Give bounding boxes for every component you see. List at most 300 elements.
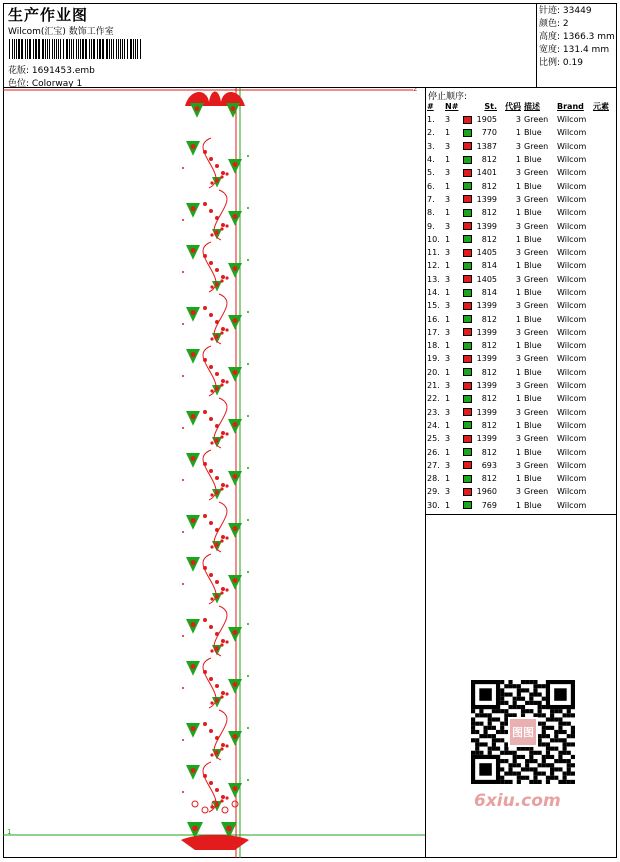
color-swatch [463, 182, 472, 190]
row-needle: 3 [445, 327, 451, 337]
row-desc: Green [524, 274, 549, 284]
row-num: 23. [427, 407, 440, 417]
marker-bottom: 1 [7, 828, 12, 836]
color-swatch [463, 195, 472, 203]
row-desc: Green [524, 434, 549, 444]
row-num: 11. [427, 248, 440, 258]
row-swatch [463, 499, 475, 512]
row-swatch [463, 153, 475, 166]
row-brand: Wilcom [557, 208, 587, 218]
stat-stitches: 针迹: 33449 [539, 6, 592, 16]
row-num: 30. [427, 500, 440, 510]
row-desc: Blue [524, 261, 542, 271]
table-row [426, 366, 617, 379]
row-brand: Wilcom [557, 301, 587, 311]
table-row [426, 432, 617, 445]
row-element [593, 153, 617, 166]
row-needle: 3 [445, 141, 451, 151]
col-element: 元素 [593, 102, 609, 111]
row-element [593, 485, 617, 498]
color-swatch [463, 142, 472, 150]
row-element [593, 193, 617, 206]
row-swatch [463, 166, 475, 179]
table-row [426, 273, 617, 286]
row-swatch [463, 339, 475, 352]
row-brand: Wilcom [557, 168, 587, 178]
row-needle: 3 [445, 301, 451, 311]
row-stitches: 1905 [476, 115, 497, 125]
row-num: 15. [427, 301, 440, 311]
row-element [593, 352, 617, 365]
row-num: 19. [427, 354, 440, 364]
col-swatch [463, 100, 475, 113]
row-stitches: 1399 [476, 434, 497, 444]
row-swatch [463, 352, 475, 365]
row-needle: 3 [445, 407, 451, 417]
color-swatch [463, 249, 472, 257]
row-code: 1 [515, 181, 521, 191]
row-brand: Wilcom [557, 381, 587, 391]
row-stitches: 812 [481, 447, 497, 457]
row-code: 1 [515, 500, 521, 510]
row-swatch [463, 206, 475, 219]
color-swatch [463, 448, 472, 456]
table-row [426, 445, 617, 458]
row-swatch [463, 379, 475, 392]
row-num: 12. [427, 261, 440, 271]
row-element [593, 366, 617, 379]
table-row [426, 193, 617, 206]
row-needle: 3 [445, 381, 451, 391]
row-code: 1 [515, 288, 521, 297]
row-stitches: 1399 [476, 221, 497, 231]
row-code: 3 [515, 168, 521, 178]
stat-scale: 比例: 0.19 [539, 58, 583, 68]
row-code: 1 [515, 394, 521, 404]
row-needle: 3 [445, 434, 451, 444]
row-swatch [463, 113, 475, 126]
row-needle: 1 [445, 155, 451, 165]
row-desc: Blue [524, 155, 542, 165]
row-needle: 3 [445, 115, 451, 125]
row-desc: Green [524, 221, 549, 231]
row-needle: 3 [445, 168, 451, 178]
row-element [593, 445, 617, 458]
row-stitches: 1405 [476, 274, 497, 284]
row-element [593, 206, 617, 219]
color-swatch [463, 382, 472, 390]
row-brand: Wilcom [557, 194, 587, 204]
table-row [426, 406, 617, 419]
row-needle: 1 [445, 208, 451, 218]
row-code: 1 [515, 447, 521, 457]
row-desc: Blue [524, 128, 542, 138]
row-code: 3 [515, 141, 521, 151]
row-swatch [463, 233, 475, 246]
row-code: 3 [515, 327, 521, 337]
table-row [426, 459, 617, 472]
color-swatch [463, 262, 472, 270]
row-needle: 1 [445, 128, 451, 138]
row-code: 1 [515, 128, 521, 138]
row-swatch [463, 179, 475, 192]
design-canvas [3, 88, 426, 858]
row-num: 28. [427, 474, 440, 484]
row-stitches: 812 [481, 181, 497, 191]
row-needle: 3 [445, 487, 451, 497]
row-desc: Green [524, 301, 549, 311]
row-code: 3 [515, 434, 521, 444]
table-row [426, 472, 617, 485]
col-brand: Brand [557, 102, 584, 111]
row-stitches: 812 [481, 314, 497, 324]
row-swatch [463, 392, 475, 405]
row-brand: Wilcom [557, 394, 587, 404]
row-swatch [463, 219, 475, 232]
row-brand: Wilcom [557, 367, 587, 377]
row-stitches: 812 [481, 341, 497, 351]
row-stitches: 812 [481, 420, 497, 430]
table-row [426, 179, 617, 192]
row-stitches: 812 [481, 155, 497, 165]
row-num: 2. [427, 128, 435, 138]
row-num: 8. [427, 208, 435, 218]
row-num: 20. [427, 367, 440, 377]
row-code: 3 [515, 460, 521, 470]
row-stitches: 1399 [476, 327, 497, 337]
row-stitches: 814 [481, 261, 497, 271]
row-element [593, 299, 617, 312]
row-code: 3 [515, 487, 521, 497]
row-num: 1. [427, 115, 435, 125]
row-needle: 3 [445, 354, 451, 364]
color-swatch [463, 408, 472, 416]
row-code: 3 [515, 274, 521, 284]
col-desc: 描述 [524, 102, 540, 111]
row-brand: Wilcom [557, 248, 587, 258]
table-row [426, 286, 617, 299]
table-row [426, 499, 617, 512]
color-swatch [463, 289, 472, 297]
row-needle: 1 [445, 181, 451, 191]
motif-group [181, 92, 249, 851]
row-code: 3 [515, 381, 521, 391]
row-num: 29. [427, 487, 440, 497]
row-swatch [463, 366, 475, 379]
row-stitches: 812 [481, 208, 497, 218]
row-code: 1 [515, 474, 521, 484]
row-desc: Blue [524, 341, 542, 351]
row-swatch [463, 126, 475, 139]
color-swatch [463, 129, 472, 137]
row-stitches: 1399 [476, 407, 497, 417]
row-swatch [463, 445, 475, 458]
row-element [593, 286, 617, 299]
row-code: 1 [515, 420, 521, 430]
table-row [426, 312, 617, 325]
row-stitches: 1399 [476, 354, 497, 364]
row-code: 1 [515, 208, 521, 218]
col-stitches: St. [484, 102, 497, 111]
table-row [426, 392, 617, 405]
watermark-text: 6xiu.com [474, 791, 561, 811]
table-row [426, 113, 617, 126]
stat-colors: 颜色: 2 [539, 19, 569, 29]
table-row [426, 299, 617, 312]
row-stitches: 1399 [476, 194, 497, 204]
table-row [426, 379, 617, 392]
row-desc: Blue [524, 367, 542, 377]
row-brand: Wilcom [557, 341, 587, 351]
row-element [593, 140, 617, 153]
row-element [593, 246, 617, 259]
row-brand: Wilcom [557, 288, 587, 297]
row-stitches: 812 [481, 474, 497, 484]
row-stitches: 1401 [476, 168, 497, 178]
row-num: 22. [427, 394, 440, 404]
row-stitches: 1399 [476, 301, 497, 311]
color-swatch [463, 116, 472, 124]
row-desc: Blue [524, 234, 542, 244]
row-element [593, 166, 617, 179]
row-needle: 1 [445, 341, 451, 351]
row-num: 21. [427, 381, 440, 391]
row-num: 3. [427, 141, 435, 151]
row-swatch [463, 246, 475, 259]
table-row [426, 485, 617, 498]
row-needle: 3 [445, 274, 451, 284]
row-swatch [463, 326, 475, 339]
row-element [593, 126, 617, 139]
row-desc: Blue [524, 500, 542, 510]
row-num: 16. [427, 314, 440, 324]
row-num: 7. [427, 194, 435, 204]
page-title: 生产作业图 [8, 6, 89, 24]
row-brand: Wilcom [557, 115, 587, 125]
row-code: 1 [515, 367, 521, 377]
row-swatch [463, 259, 475, 272]
row-needle: 3 [445, 221, 451, 231]
row-element [593, 392, 617, 405]
row-desc: Blue [524, 181, 542, 191]
stop-sequence-table [426, 100, 617, 512]
row-stitches: 769 [481, 500, 497, 510]
table-row [426, 259, 617, 272]
row-desc: Blue [524, 394, 542, 404]
color-swatch [463, 209, 472, 217]
color-swatch [463, 355, 472, 363]
row-num: 9. [427, 221, 435, 231]
row-needle: 1 [445, 288, 451, 297]
row-swatch [463, 432, 475, 445]
row-desc: Blue [524, 208, 542, 218]
row-brand: Wilcom [557, 155, 587, 165]
row-brand: Wilcom [557, 128, 587, 138]
row-stitches: 812 [481, 367, 497, 377]
stat-height: 高度: 1366.3 mm [539, 32, 615, 42]
row-stitches: 814 [481, 288, 497, 297]
row-element [593, 179, 617, 192]
row-brand: Wilcom [557, 354, 587, 364]
row-desc: Blue [524, 288, 542, 297]
colorway: 色位: Colorway 1 [8, 79, 83, 89]
row-desc: Green [524, 354, 549, 364]
table-divider [426, 514, 617, 515]
row-element [593, 499, 617, 512]
row-brand: Wilcom [557, 141, 587, 151]
row-desc: Blue [524, 474, 542, 484]
color-swatch [463, 421, 472, 429]
color-swatch [463, 395, 472, 403]
row-brand: Wilcom [557, 420, 587, 430]
row-element [593, 432, 617, 445]
row-brand: Wilcom [557, 234, 587, 244]
color-swatch [463, 368, 472, 376]
marker-top: 2 [413, 88, 418, 93]
color-swatch [463, 235, 472, 243]
row-needle: 1 [445, 420, 451, 430]
row-num: 6. [427, 181, 435, 191]
table-row [426, 352, 617, 365]
row-element [593, 472, 617, 485]
table-row [426, 233, 617, 246]
row-desc: Blue [524, 420, 542, 430]
row-num: 13. [427, 274, 440, 284]
table-row [426, 126, 617, 139]
row-element [593, 113, 617, 126]
row-swatch [463, 406, 475, 419]
row-desc: Green [524, 327, 549, 337]
color-swatch [463, 156, 472, 164]
row-num: 10. [427, 234, 440, 244]
color-swatch [463, 328, 472, 336]
row-element [593, 273, 617, 286]
row-num: 27. [427, 460, 440, 470]
row-num: 14. [427, 288, 440, 297]
row-needle: 3 [445, 248, 451, 258]
embroidery-design [3, 88, 425, 858]
row-num: 26. [427, 447, 440, 457]
color-swatch [463, 461, 472, 469]
row-needle: 1 [445, 474, 451, 484]
row-needle: 1 [445, 394, 451, 404]
color-swatch [463, 501, 472, 509]
row-brand: Wilcom [557, 407, 587, 417]
table-row [426, 206, 617, 219]
row-brand: Wilcom [557, 474, 587, 484]
row-brand: Wilcom [557, 181, 587, 191]
col-code: 代码 [505, 102, 521, 111]
stop-sequence-label: 停止顺序: [428, 92, 468, 102]
color-swatch [463, 275, 472, 283]
row-needle: 3 [445, 194, 451, 204]
row-num: 18. [427, 341, 440, 351]
row-brand: Wilcom [557, 221, 587, 231]
row-element [593, 233, 617, 246]
row-element [593, 312, 617, 325]
color-swatch [463, 302, 472, 310]
color-swatch [463, 315, 472, 323]
row-swatch [463, 459, 475, 472]
row-desc: Green [524, 407, 549, 417]
table-header [426, 100, 617, 113]
row-code: 1 [515, 314, 521, 324]
row-stitches: 812 [481, 394, 497, 404]
row-brand: Wilcom [557, 434, 587, 444]
table-row [426, 419, 617, 432]
row-brand: Wilcom [557, 447, 587, 457]
row-element [593, 219, 617, 232]
row-needle: 1 [445, 234, 451, 244]
row-code: 3 [515, 115, 521, 125]
row-brand: Wilcom [557, 274, 587, 284]
row-swatch [463, 193, 475, 206]
row-brand: Wilcom [557, 500, 587, 510]
row-code: 1 [515, 155, 521, 165]
row-needle: 3 [445, 460, 451, 470]
row-code: 3 [515, 194, 521, 204]
table-row [426, 140, 617, 153]
col-n: N# [445, 102, 459, 111]
row-swatch [463, 472, 475, 485]
row-stitches: 770 [481, 128, 497, 138]
row-desc: Blue [524, 447, 542, 457]
row-swatch [463, 299, 475, 312]
row-element [593, 259, 617, 272]
studio-name: Wilcom(汇宝) 数饰工作室 [8, 27, 114, 37]
row-stitches: 693 [481, 460, 497, 470]
row-swatch [463, 140, 475, 153]
row-desc: Green [524, 487, 549, 497]
row-needle: 1 [445, 367, 451, 377]
row-needle: 1 [445, 447, 451, 457]
row-code: 1 [515, 261, 521, 271]
row-needle: 1 [445, 261, 451, 271]
row-num: 25. [427, 434, 440, 444]
row-desc: Green [524, 248, 549, 258]
table-row [426, 246, 617, 259]
row-swatch [463, 485, 475, 498]
row-code: 1 [515, 341, 521, 351]
row-code: 3 [515, 248, 521, 258]
row-desc: Green [524, 460, 549, 470]
row-swatch [463, 286, 475, 299]
color-swatch [463, 475, 472, 483]
row-brand: Wilcom [557, 487, 587, 497]
row-element [593, 459, 617, 472]
row-code: 3 [515, 407, 521, 417]
row-element [593, 339, 617, 352]
row-stitches: 1387 [476, 141, 497, 151]
row-num: 4. [427, 155, 435, 165]
row-stitches: 1960 [476, 487, 497, 497]
row-element [593, 326, 617, 339]
design-file: 花版: 1691453.emb [8, 66, 95, 76]
row-brand: Wilcom [557, 327, 587, 337]
barcode [9, 39, 143, 59]
row-code: 3 [515, 301, 521, 311]
row-brand: Wilcom [557, 261, 587, 271]
row-element [593, 406, 617, 419]
row-element [593, 419, 617, 432]
row-desc: Blue [524, 314, 542, 324]
stats-panel [537, 3, 617, 88]
row-num: 24. [427, 420, 440, 430]
col-num: # [427, 102, 434, 111]
color-swatch [463, 169, 472, 177]
row-swatch [463, 419, 475, 432]
row-code: 3 [515, 221, 521, 231]
